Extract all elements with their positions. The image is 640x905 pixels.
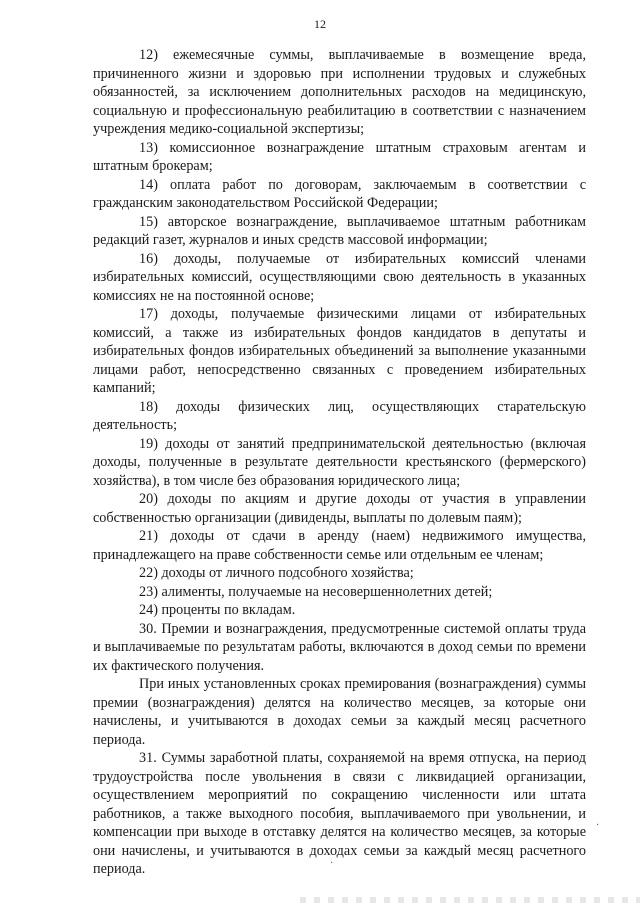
paragraph-clause-30-continued: При иных установленных сроках премирования (вознаграждения) суммы премии (вознаграждения) делятся на количество месяцев, за которые они начислены, и учитываются в доходах семьи за каждый месяц расчетного периода. (93, 676, 586, 748)
paragraph-clause-31: 31. Суммы заработной платы, сохраняемой на время отпуска, на период трудоустройства после увольнения в связи с ликвидацией организации, осуществлением мероприятий по сокращению численности или штата работников, а также выходного пособия, выплачиваемого при увольнении, и компенсации при выходе в отставку делятся на количество месяцев, за которые они начислены, и учитываются в доходах семьи за каждый месяц расчетного периода. (93, 750, 586, 877)
paragraph-item-16: 16) доходы, получаемые от избирательных комиссий членами избирательных комиссий, осуществляющими свою деятельность в указанных комиссиях не на постоянной основе; (93, 250, 586, 304)
paragraph-clause-30: 30. Премии и вознаграждения, предусмотренные системой оплаты труда и выплачиваемые по результатам работы, включаются в доход семьи по времени их фактического получения. (93, 620, 586, 674)
paragraph-item-14: 14) оплата работ по договорам, заключаемым в соответствии с гражданским законодательством Российской Федерации; (93, 176, 586, 211)
document-body (93, 46, 586, 879)
paragraph-item-15: 15) авторское вознаграждение, выплачиваемое штатным работникам редакций газет, журналов и иных средств массовой информации; (93, 213, 586, 248)
paragraph-item-22: 22) доходы от личного подсобного хозяйства; (139, 565, 414, 581)
paragraph-item-19: 19) доходы от занятий предпринимательской деятельностью (включая доходы, полученные в результате деятельности крестьянского (фермерского) хозяйства), в том числе без образования юридического лица; (93, 435, 586, 489)
paragraph-item-13: 13) комиссионное вознаграждение штатным страховым агентам и штатным брокерам; (93, 139, 586, 174)
paragraph-item-18: 18) доходы физических лиц, осуществляющих старательскую деятельность; (93, 398, 586, 433)
scan-speck: · (330, 858, 334, 869)
paragraph-item-24: 24) проценты по вкладам. (139, 602, 296, 618)
page-number: 12 (314, 17, 326, 31)
paragraph-item-20: 20) доходы по акциям и другие доходы от участия в управлении собственностью организации (дивиденды, выплаты по долевым паям); (93, 491, 586, 526)
scan-speck: · (596, 820, 600, 831)
paragraph-item-23: 23) алименты, получаемые на несовершеннолетних детей; (139, 583, 493, 600)
paragraph-item-17: 17) доходы, получаемые физическими лицами от избирательных комиссий, а также из избирательных фондов кандидатов в депутаты и избирательных фондов избирательных объединений за выполнение указанными лицами работ, непосредственно связанных с проведением избирательных кампаний; (93, 306, 586, 396)
paragraph-item-12: 12) ежемесячные суммы, выплачиваемые в возмещение вреда, причиненного жизни и здоровью при исполнении трудовых и служебных обязанностей, за исключением дополнительных расходов на медицинскую, социальную и профессиональную реабилитацию в соответствии с назначением учреждения медико-социальной экспертизы; (93, 47, 586, 137)
paragraph-item-21: 21) доходы от сдачи в аренду (наем) недвижимого имущества, принадлежащего на праве собственности семье или отдельным ее членам; (93, 528, 586, 563)
scan-edge-artifact (300, 897, 640, 903)
